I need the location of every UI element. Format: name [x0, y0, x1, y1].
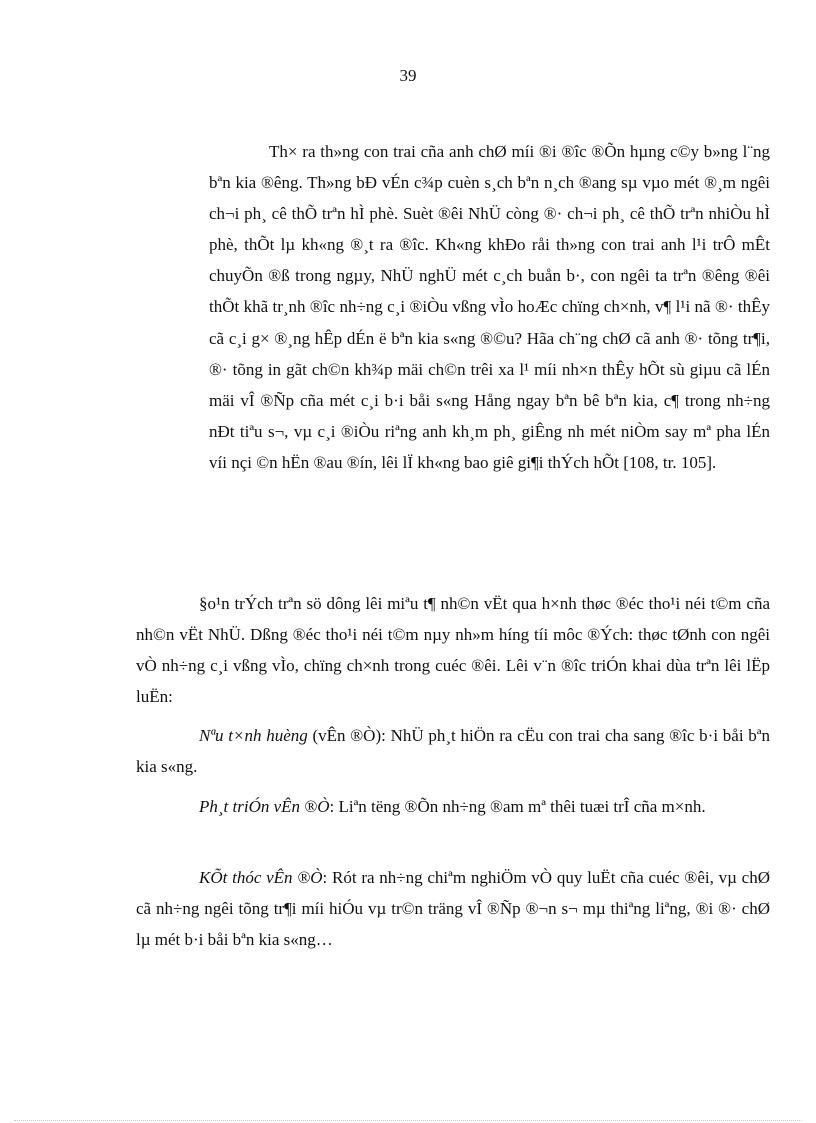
argument-item-situation — [136, 720, 770, 782]
page-number: 39 — [399, 66, 417, 85]
item-text: : Rót ra nh÷ng chiªm nghiÖm vÒ quy luËt cña cuéc ®êi, vµ chØ cã nh÷ng ngêi tõng tr¶i míi hiÓu vµ tr©n träng vÎ ®Ñp ®¬n s¬ mµ thiªng liªng, ®i ®· chØ lµ mét b·i båi bªn kia s«ng… — [136, 868, 770, 950]
intro-text: §o¹n trÝch trªn sö dông lêi miªu t¶ nh©n vËt qua h×nh thøc ®éc tho¹i néi t©m cña nh©n vËt NhÜ. Dßng ®éc tho¹i néi t©m nµy nh»m híng tíi môc ®Ých: thøc tØnh con ngêi vÒ nh÷ng c¸i vßng vÌo, chïng ch×nh trong cuéc ®êi. Lêi v¨n ®îc triÓn khai dùa trªn lêi lËp luËn: — [136, 594, 770, 707]
item-label: Ph¸t triÓn vÊn ®Ò — [199, 797, 330, 816]
argument-item-conclusion — [136, 862, 770, 955]
item-label: Nªu t×nh huèng — [199, 726, 308, 745]
intro-paragraph — [136, 588, 770, 712]
item-text: : Liªn tëng ®Õn nh÷ng ®am mª thêi tuæi trÎ cña m×nh. — [329, 797, 706, 816]
argument-item-development — [136, 791, 770, 822]
page-bottom-divider — [14, 1120, 802, 1121]
block-quote: Th× ra th»ng con trai cña anh chØ míi ®i ®îc ®Õn hµng c©y b»ng l¨ng bªn kia ®êng. Th»ng bÐ vÉn c¾p cuèn s¸ch bªn n¸ch ®ang sµ vµo mét ®¸m ngêi ch¬i ph¸ cê thÕ trªn hÌ phè. Suèt ®êi NhÜ còng ®· ch¬i ph¸ cê thÕ trªn nhiÒu hÌ phè, thÕt lµ kh«ng ®¸t ra ®îc. Kh«ng khÐo råi th»ng con trai anh l¹i trÔ mÊt chuyÕn ®ß trong ngµy, NhÜ nghÜ mét c¸ch buån b·, con ngêi ta trªn ®êng ®êi thÕt khã tr¸nh ®îc nh÷ng c¸i ®iÒu vßng vÌo hoÆc chïng ch×nh, v¶ l¹i nã ®· thÊy cã c¸i g× ®¸ng hÊp dÉn ë bªn kia s«ng ®©u? Hãa ch¨ng chØ cã anh ®· tõng tr¶i, ®· tõng in gãt ch©n kh¾p mäi ch©n trêi xa l¹ míi nh×n thÊy hÕt sù giµu cã lÉn mäi vÎ ®Ñp cña mét c¸i b·i båi s«ng Hång ngay bªn bê bªn kia, c¶ trong nh÷ng nÐt tiªu s¬, vµ c¸i ®iÒu riªng anh kh¸m ph¸ giÊng nh mét niÒm say mª pha lÉn víi nçi ©n hËn ®au ®ín, lêi lÏ kh«ng bao giê gi¶i thÝch hÕt [108, tr. 105]. — [209, 142, 770, 472]
item-label: KÕt thóc vÊn ®Ò — [199, 868, 323, 887]
item-text: (vÊn ®Ò): NhÜ ph¸t hiÖn ra cËu con trai cha sang ®îc b·i båi bªn kia s«ng. — [136, 726, 770, 777]
